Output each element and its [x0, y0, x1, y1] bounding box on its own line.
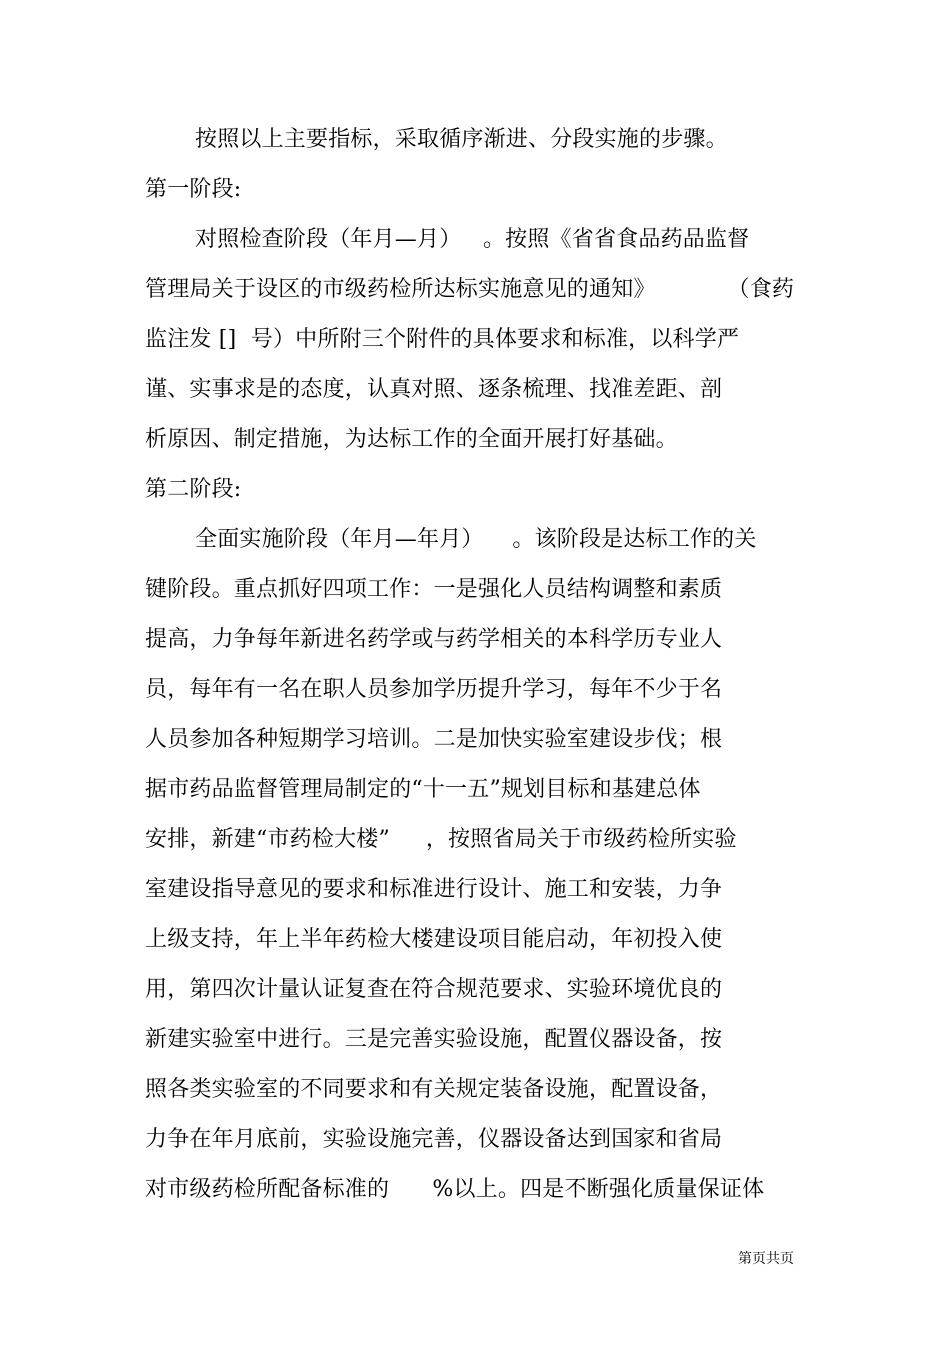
text-line: 照各类实验室的不同要求和有关规定装备设施，配置设备， [145, 1077, 723, 1102]
text-line: 管理局关于设区的市级药检所达标实施意见的通知》 （食药 [145, 277, 795, 302]
section-heading: 第二阶段: [145, 477, 242, 502]
text-line: 监注发 [] 号）中所附三个附件的具体要求和标准，以科学严 [145, 327, 740, 352]
text-line: 谨、实事求是的态度，认真对照、逐条梳理、找准差距、剖 [145, 377, 723, 402]
text-line: 用，第四次计量认证复查在符合规范要求、实验环境优良的 [145, 977, 723, 1002]
page-footer: 第页共页 [738, 1251, 794, 1267]
text-line: 对市级药检所配备标准的 %以上。四是不断强化质量保证体 [145, 1177, 765, 1202]
text-line: 据市药品监督管理局制定的“十一五”规划目标和基建总体 [145, 777, 701, 802]
text-line: 力争在年月底前，实验设施完善，仪器设备达到国家和省局 [145, 1127, 723, 1152]
text-line: 员，每年有一名在职人员参加学历提升学习，每年不少于名 [145, 677, 723, 702]
text-line: 新建实验室中进行。三是完善实验设施，配置仪器设备，按 [145, 1027, 723, 1052]
text-line: 键阶段。重点抓好四项工作：一是强化人员结构调整和素质 [145, 577, 723, 602]
text-line: 按照以上主要指标，采取循序渐进、分段实施的步骤。 [195, 127, 728, 152]
text-line: 人员参加各种短期学习培训。二是加快实验室建设步伐；根 [145, 727, 723, 752]
text-line: 析原因、制定措施，为达标工作的全面开展打好基础。 [145, 427, 678, 452]
text-line: 对照检查阶段（年月—月） 。按照《省省食品药品监督 [195, 227, 750, 252]
text-line: 全面实施阶段（年月—年月） 。该阶段是达标工作的关 [195, 527, 757, 552]
text-line: 安排，新建“市药检大楼” ，按照省局关于市级药检所实验 [145, 827, 737, 852]
text-line: 提高，力争每年新进名药学或与药学相关的本科学历专业人 [145, 627, 723, 652]
section-heading: 第一阶段: [145, 177, 242, 202]
text-line: 上级支持，年上半年药检大楼建设项目能启动，年初投入使 [145, 927, 723, 952]
text-line: 室建设指导意见的要求和标准进行设计、施工和安装，力争 [145, 877, 723, 902]
